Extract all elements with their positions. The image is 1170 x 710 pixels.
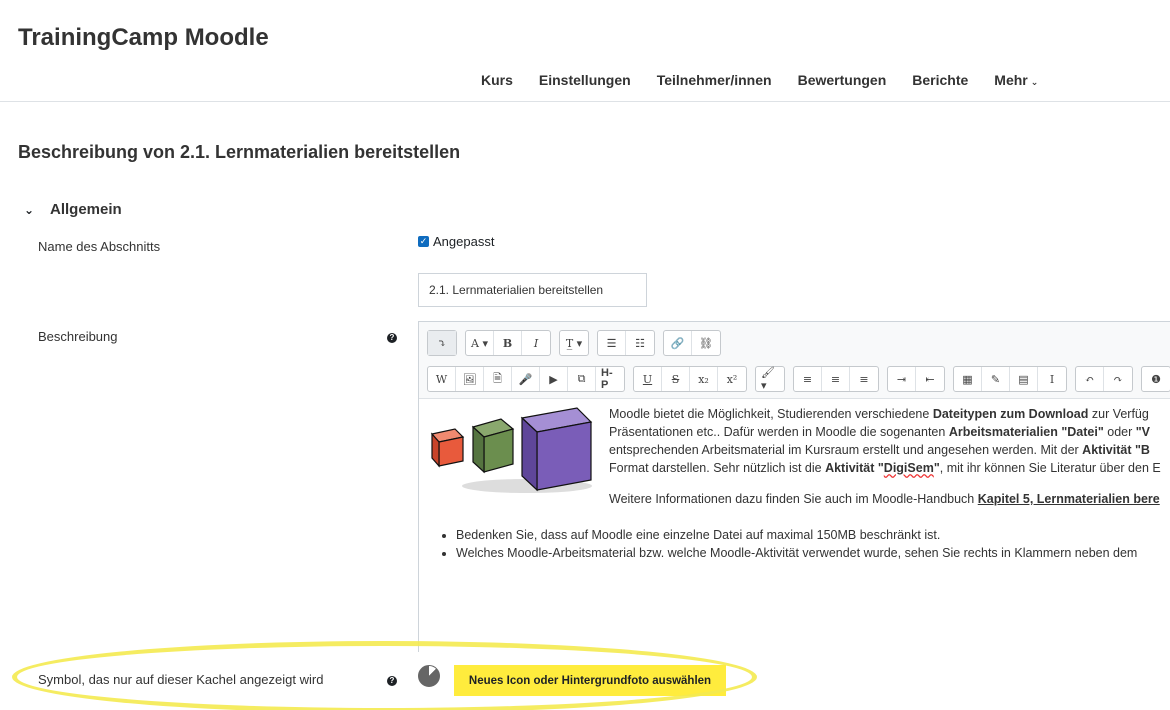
text: zur Verfüg <box>1088 407 1149 421</box>
align-right-button[interactable]: ≡ <box>859 372 869 386</box>
unlink-button[interactable]: ⛓ <box>699 336 713 350</box>
section-title: Allgemein <box>50 201 122 218</box>
align-center-button[interactable]: ≡ <box>822 367 850 391</box>
bullet-list <box>456 526 1137 562</box>
undo-button[interactable]: ↶ <box>1076 367 1104 391</box>
media-button[interactable]: 🗎 <box>484 367 512 391</box>
toolbar-group <box>953 366 1067 392</box>
bold-text: Arbeitsmaterialien "Datei" <box>948 425 1104 439</box>
nav-bewertungen[interactable]: Bewertungen <box>797 72 887 88</box>
editor-toolbar <box>419 322 1170 399</box>
bold-text: DigiSem <box>883 461 934 475</box>
bold-text: Aktivität " <box>825 461 884 475</box>
text: Format darstellen. Sehr nützlich ist die <box>609 461 826 475</box>
nav-kurs[interactable]: Kurs <box>481 72 513 88</box>
font-color-button[interactable]: 🖌 ▾ <box>761 366 775 392</box>
section-toggle-allgemein[interactable] <box>24 201 122 218</box>
text: , mit ihr können Sie Literatur über den E <box>939 461 1161 475</box>
help-icon[interactable]: ? <box>387 333 397 343</box>
list-item: • Welches Moodle-Arbeitsmaterial bzw. welche Moodle-Aktivität verwendet wurde, sehen Sie rechts in Klammern neben dem <box>456 544 1137 562</box>
strikethrough-button[interactable]: S <box>662 367 690 391</box>
clear-formatting-button[interactable]: Ⅰ <box>1049 372 1055 386</box>
handbook-link[interactable]: Kapitel 5, Lernmaterialien bere <box>977 492 1160 506</box>
italic-button[interactable]: I <box>533 336 539 350</box>
custom-name-checkbox-row[interactable] <box>418 234 494 249</box>
cubes-illustration <box>427 404 595 496</box>
font-size-button[interactable]: A ▾ <box>466 331 494 355</box>
nav-einstellungen[interactable]: Einstellungen <box>538 72 631 88</box>
ordered-list-button[interactable]: ☷ <box>635 336 645 350</box>
bold-text: Dateitypen zum Download <box>932 407 1089 421</box>
choose-icon-button[interactable]: Neues Icon oder Hintergrundfoto auswählen <box>454 665 726 696</box>
image-button[interactable]: 🖼 <box>456 367 484 391</box>
chevron-down-icon: ⌄ <box>24 202 35 217</box>
tile-icon-preview <box>418 665 440 687</box>
word-import-button[interactable]: W <box>428 367 456 391</box>
accessibility-button[interactable]: ❶ <box>1151 372 1161 386</box>
toolbar-group <box>465 330 551 356</box>
description-line-2 <box>609 423 1150 441</box>
outdent-button[interactable]: ⇤ <box>925 372 935 386</box>
toolbar-group <box>633 366 747 392</box>
toolbar-row-1 <box>427 330 729 356</box>
toolbar-group <box>793 366 879 392</box>
text: Weitere Informationen dazu finden Sie auch im Moodle-Handbuch <box>609 492 978 506</box>
tile-symbol-label: Symbol, das nur auf dieser Kachel angezeigt wird <box>38 672 324 687</box>
list-item: • Bedenken Sie, dass auf Moodle eine einzelne Datei auf maximal 150MB beschränkt ist. <box>456 526 1137 544</box>
equation-button[interactable]: ▦ <box>954 367 982 391</box>
section-name-label: Name des Abschnitts <box>38 239 161 254</box>
toolbar-group <box>663 330 721 356</box>
toolbar-group <box>597 330 655 356</box>
toolbar-group <box>427 330 457 356</box>
indent-button[interactable]: ⇥ <box>888 367 916 391</box>
unordered-list-button[interactable]: ☰ <box>598 331 626 355</box>
description-line-4 <box>609 459 1161 477</box>
toolbar-row-2 <box>427 366 1170 392</box>
chevron-down-icon: ⌄ <box>1030 77 1039 87</box>
text: Präsentationen etc.. Dafür werden in Moodle die sogenanten <box>609 425 949 439</box>
bold-button[interactable]: B <box>494 331 522 355</box>
toolbar-group <box>559 330 589 356</box>
subscript-button[interactable]: x₂ <box>690 367 718 391</box>
description-more-info <box>609 490 1160 508</box>
special-char-button[interactable]: ✎ <box>982 367 1010 391</box>
custom-name-checkbox[interactable]: ✓ <box>419 236 428 246</box>
text: oder <box>1103 425 1136 439</box>
text: Moodle bietet die Möglichkeit, Studierenden verschiedene <box>609 407 933 421</box>
help-icon[interactable]: ? <box>387 676 397 686</box>
nav-mehr-label: Mehr <box>994 72 1028 88</box>
paragraph-style-button[interactable]: T̲ ▾ <box>565 336 583 350</box>
bold-text: Aktivität "B <box>1082 443 1150 457</box>
toolbar-group <box>1075 366 1133 392</box>
nav-teilnehmer[interactable]: Teilnehmer/innen <box>656 72 772 88</box>
section-name-input[interactable]: 2.1. Lernmaterialien bereitstellen <box>418 273 647 307</box>
bold-text: " <box>933 461 940 475</box>
manage-files-button[interactable]: ⧉ <box>568 367 596 391</box>
editor-content[interactable] <box>419 400 1170 652</box>
pie-chart-icon <box>418 665 440 687</box>
page-title: Beschreibung von 2.1. Lernmaterialien bereitstellen <box>18 142 461 162</box>
record-audio-button[interactable]: 🎤 <box>512 367 540 391</box>
h5p-button[interactable]: H-P <box>601 367 613 391</box>
bold-text: "V <box>1135 425 1151 439</box>
align-left-button[interactable]: ≡ <box>794 367 822 391</box>
toolbar-group <box>755 366 785 392</box>
custom-name-checkbox-label[interactable]: Angepasst <box>433 234 495 249</box>
toolbar-group <box>427 366 625 392</box>
underline-button[interactable]: U <box>634 367 662 391</box>
nav-berichte[interactable]: Berichte <box>912 72 969 88</box>
site-title[interactable]: TrainingCamp Moodle <box>18 24 269 51</box>
redo-button[interactable]: ↷ <box>1113 372 1123 386</box>
toolbar-group <box>887 366 945 392</box>
description-line-3 <box>609 441 1150 459</box>
record-video-button[interactable]: ▶ <box>540 367 568 391</box>
description-label: Beschreibung <box>38 329 118 344</box>
secondary-nav <box>468 72 1051 88</box>
toolbar-group <box>1141 366 1170 392</box>
top-navbar <box>0 0 1170 102</box>
link-button[interactable]: 🔗 <box>664 331 692 355</box>
nav-mehr[interactable] <box>981 72 1051 88</box>
superscript-button[interactable]: x² <box>726 372 738 386</box>
table-button[interactable]: ▤ <box>1010 367 1038 391</box>
rich-text-editor[interactable] <box>418 321 1170 652</box>
description-line-1 <box>609 405 1149 423</box>
text: entsprechenden Arbeitsmaterial im Kursraum erstellt und angesehen werden. Mit der <box>609 443 1083 457</box>
toolbar-toggle-button[interactable]: ⤵ <box>428 331 456 355</box>
